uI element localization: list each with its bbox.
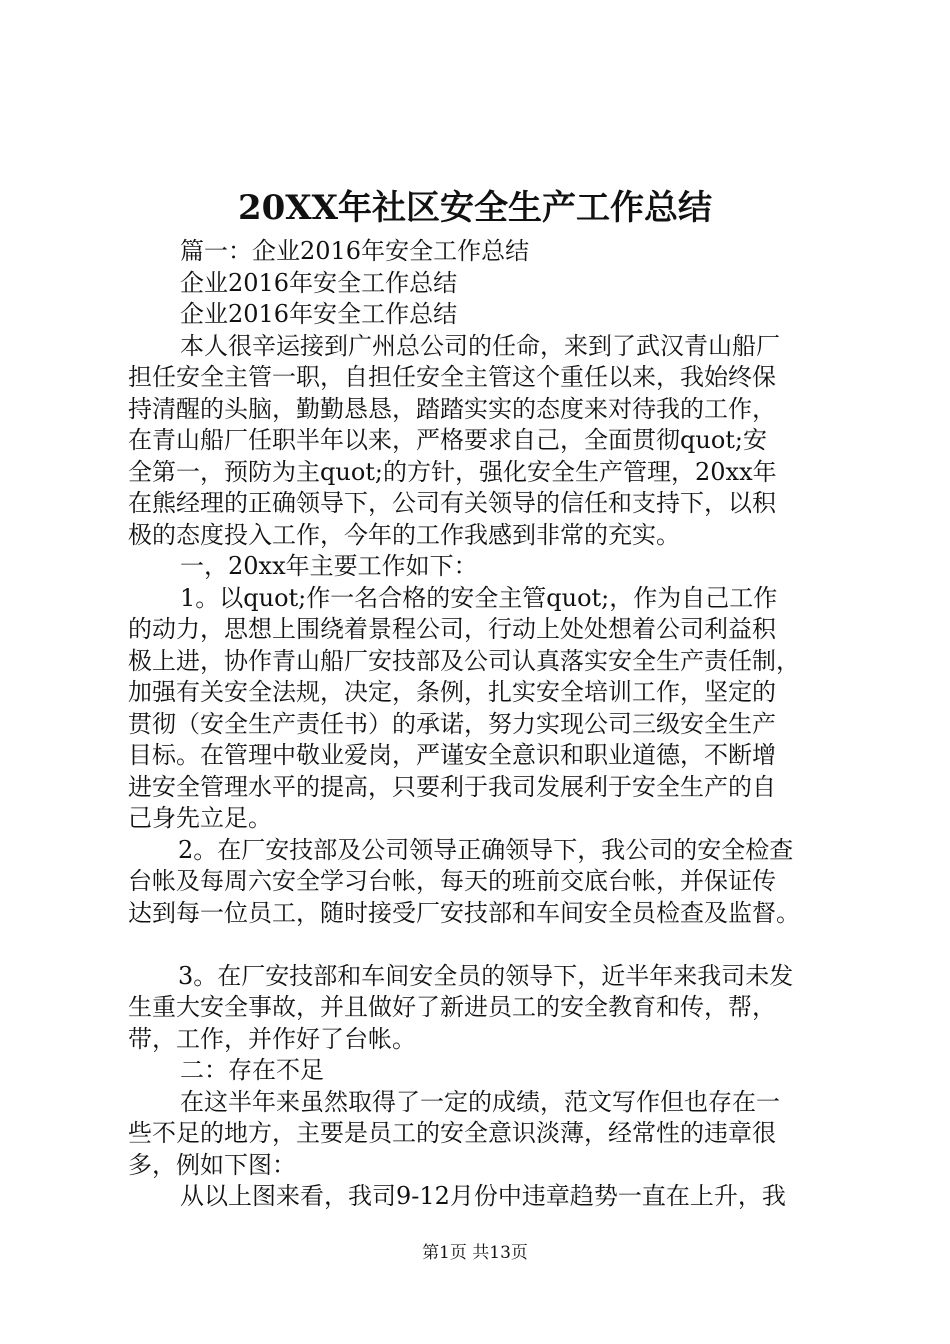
document-body xyxy=(128,236,828,1213)
paragraph-line: 贯彻（安全生产责任书）的承诺，努力实现公司三级安全生产 xyxy=(128,709,776,738)
document-title: 20XX年社区安全生产工作总结 xyxy=(237,188,713,228)
blank-line xyxy=(128,929,828,961)
section-heading: 二：存在不足 xyxy=(180,1056,324,1084)
paragraph-line: 极上进，协作青山船厂安技部及公司认真落实安全生产责任制， xyxy=(128,646,800,675)
paragraph-line: 本人很辛运接到广州总公司的任命，来到了武汉青山船厂 xyxy=(180,331,780,360)
paragraph-line: 加强有关安全法规，决定，条例，扎实安全培训工作，坚定的 xyxy=(128,678,776,706)
paragraph-line: 些不足的地方，主要是员工的安全意识淡薄，经常性的违章很 xyxy=(128,1119,776,1147)
paragraph-line: 带，工作，并作好了台帐。 xyxy=(128,1024,416,1053)
paragraph-line: 2。在厂安技部及公司领导正确领导下，我公司的安全检查 xyxy=(178,835,794,864)
paragraph-line: 生重大安全事故，并且做好了新进员工的安全教育和传，帮， xyxy=(128,993,776,1021)
paragraph-line: 3。在厂安技部和车间安全员的领导下，近半年来我司未发 xyxy=(178,961,794,990)
paragraph-line: 持清醒的头脑，勤勤恳恳，踏踏实实的态度来对待我的工作， xyxy=(128,394,776,423)
paragraph-line: 在青山船厂任职半年以来，严格要求自己，全面贯彻quot;安 xyxy=(128,426,767,454)
section-heading: 一，20xx年主要工作如下： xyxy=(180,552,478,580)
paragraph-line: 全第一，预防为主quot;的方针，强化安全生产管理，20xx年 xyxy=(128,457,777,486)
paragraph-line: 担任安全主管一职，自担任安全主管这个重任以来，我始终保 xyxy=(128,363,776,391)
paragraph-line: 达到每一位员工，随时接受厂安技部和车间安全员检查及监督。 xyxy=(128,898,800,927)
paragraph-line: 己身先立足。 xyxy=(128,804,272,832)
subtitle-line: 企业2016年安全工作总结 xyxy=(180,268,458,297)
section-heading: 篇一：企业2016年安全工作总结 xyxy=(180,237,530,265)
subtitle-line: 企业2016年安全工作总结 xyxy=(180,300,458,328)
paragraph-line: 目标。在管理中敬业爱岗，严谨安全意识和职业道德，不断增 xyxy=(128,741,776,769)
paragraph-line: 极的态度投入工作，今年的工作我感到非常的充实。 xyxy=(128,520,680,549)
paragraph-line: 在熊经理的正确领导下，公司有关领导的信任和支持下，以积 xyxy=(128,489,776,517)
page-number: 第1页 共13页 xyxy=(422,1243,528,1263)
paragraph-line: 多，例如下图： xyxy=(128,1150,296,1179)
paragraph-line: 进安全管理水平的提高，只要利于我司发展利于安全生产的自 xyxy=(128,772,776,801)
paragraph-line: 从以上图来看，我司9-12月份中违章趋势一直在上升，我 xyxy=(180,1182,786,1210)
paragraph-line: 1。以quot;作一名合格的安全主管quot;，作为自己工作 xyxy=(180,583,778,612)
paragraph-line: 在这半年来虽然取得了一定的成绩，范文写作但也存在一 xyxy=(180,1087,780,1116)
paragraph-line: 的动力，思想上围绕着景程公司，行动上处处想着公司利益积 xyxy=(128,615,776,643)
paragraph-line: 台帐及每周六安全学习台帐，每天的班前交底台帐，并保证传 xyxy=(128,867,776,895)
